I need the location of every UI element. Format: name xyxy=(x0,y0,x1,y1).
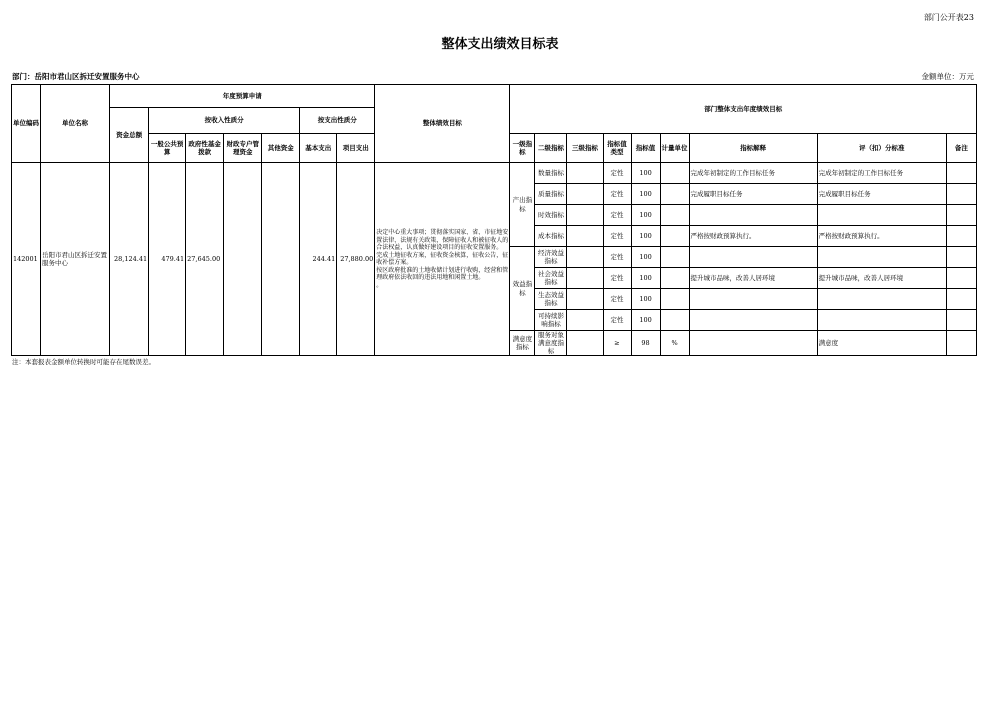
scoring-cell xyxy=(817,310,946,331)
remark-cell xyxy=(946,247,976,268)
scoring-cell xyxy=(817,289,946,310)
measure-unit-cell xyxy=(660,184,689,205)
indicator-l2-cell: 服务对象满意度指标 xyxy=(535,331,567,356)
indicator-l2-cell: 时效指标 xyxy=(535,205,567,226)
header-meas-unit: 计量单位 xyxy=(660,134,689,163)
value-cell: 100 xyxy=(631,310,660,331)
value-cell: 100 xyxy=(631,226,660,247)
header-scoring: 评（扣）分标准 xyxy=(817,134,946,163)
general-budget-cell: 479.41 xyxy=(149,163,186,356)
header-gov-fund: 政府性基金拨款 xyxy=(186,134,224,163)
explain-cell xyxy=(689,289,817,310)
measure-unit-cell xyxy=(660,268,689,289)
indicator-l3-cell xyxy=(567,184,603,205)
other-fund-cell xyxy=(262,163,300,356)
form-tag: 部门公开表23 xyxy=(923,13,974,22)
gov-fund-cell: 27,645.00 xyxy=(186,163,224,356)
explain-cell: 严格按财政预算执行。 xyxy=(689,226,817,247)
explain-cell: 完成履职目标任务 xyxy=(689,184,817,205)
value-type-cell: ≥ xyxy=(603,331,631,356)
header-ind-l3: 三级指标 xyxy=(567,134,603,163)
indicator-l2-cell: 社会效益指标 xyxy=(535,268,567,289)
overall-goal-text: 决定中心重大事项；贯彻落实国家、省、市征地安置法律、法规有关政策，保障征收人和被征收人的合法权益，认真做好建设项目的征收安置服务。 完成土地征收方案，征收资金核算，征收公告，征收补偿方案。 按区政府批准的土地收储计划进行收购，经营和管理政府依法收回的违法用地和闲置土地。 。 xyxy=(375,163,510,356)
header-other-fund: 其他资金 xyxy=(262,134,300,163)
value-type-cell: 定性 xyxy=(603,289,631,310)
indicator-l1-cell: 效益指标 xyxy=(510,247,535,331)
header-val: 指标值 xyxy=(631,134,660,163)
total-amount-cell: 28,124.41 xyxy=(110,163,149,356)
header-basic-exp: 基本支出 xyxy=(300,134,337,163)
unit-code-cell: 142001 xyxy=(12,163,41,356)
scoring-cell xyxy=(817,205,946,226)
indicator-l2-cell: 成本指标 xyxy=(535,226,567,247)
value-type-cell: 定性 xyxy=(603,205,631,226)
measure-unit-cell xyxy=(660,226,689,247)
remark-cell xyxy=(946,226,976,247)
indicator-l3-cell xyxy=(567,226,603,247)
value-type-cell: 定性 xyxy=(603,247,631,268)
explain-cell xyxy=(689,247,817,268)
scoring-cell: 提升城市品味，改善人居环境 xyxy=(817,268,946,289)
header-project-exp: 项目支出 xyxy=(337,134,375,163)
value-cell: 100 xyxy=(631,289,660,310)
header-by-income: 按收入性质分 xyxy=(149,108,300,134)
header-val-type: 指标值类型 xyxy=(603,134,631,163)
indicator-l2-cell: 数量指标 xyxy=(535,163,567,184)
value-cell: 100 xyxy=(631,184,660,205)
indicator-l3-cell xyxy=(567,247,603,268)
basic-exp-cell: 244.41 xyxy=(300,163,337,356)
indicator-l1-cell: 产出指标 xyxy=(510,163,535,247)
remark-cell xyxy=(946,184,976,205)
scoring-cell: 严格按财政预算执行。 xyxy=(817,226,946,247)
value-type-cell: 定性 xyxy=(603,184,631,205)
header-remark: 备注 xyxy=(946,134,976,163)
special-fund-cell xyxy=(224,163,262,356)
indicator-l3-cell xyxy=(567,268,603,289)
value-type-cell: 定性 xyxy=(603,163,631,184)
value-type-cell: 定性 xyxy=(603,226,631,247)
table-row xyxy=(12,163,977,184)
header-by-expense: 按支出性质分 xyxy=(300,108,375,134)
header-special-fund: 财政专户管理资金 xyxy=(224,134,262,163)
indicator-l3-cell xyxy=(567,163,603,184)
explain-cell: 提升城市品味，改善人居环境 xyxy=(689,268,817,289)
header-total: 资金总额 xyxy=(110,108,149,163)
value-type-cell: 定性 xyxy=(603,268,631,289)
explain-cell xyxy=(689,331,817,356)
value-type-cell: 定性 xyxy=(603,310,631,331)
remark-cell xyxy=(946,310,976,331)
page-title: 整体支出绩效目标表 xyxy=(441,37,559,52)
header-unit-code: 单位编码 xyxy=(12,85,41,163)
remark-cell xyxy=(946,289,976,310)
scoring-cell: 完成履职目标任务 xyxy=(817,184,946,205)
unit-name-cell: 岳阳市君山区拆迁安置服务中心 xyxy=(41,163,110,356)
remark-cell xyxy=(946,205,976,226)
performance-goal-table xyxy=(11,84,977,356)
indicator-l3-cell xyxy=(567,331,603,356)
amount-unit-label: 金额单位：万元 xyxy=(921,72,974,81)
value-cell: 100 xyxy=(631,163,660,184)
header-annual-budget: 年度预算申请 xyxy=(110,85,375,108)
scoring-cell: 完成年初制定的工作目标任务 xyxy=(817,163,946,184)
value-cell: 100 xyxy=(631,247,660,268)
department-label: 部门：岳阳市君山区拆迁安置服务中心 xyxy=(12,72,140,81)
header-general-budget: 一般公共预算 xyxy=(149,134,186,163)
header-unit-name: 单位名称 xyxy=(41,85,110,163)
header-ind-l1: 一级指标 xyxy=(510,134,535,163)
value-cell: 98 xyxy=(631,331,660,356)
header-ind-l2: 二级指标 xyxy=(535,134,567,163)
value-cell: 100 xyxy=(631,268,660,289)
measure-unit-cell xyxy=(660,205,689,226)
scoring-cell: 满意度 xyxy=(817,331,946,356)
measure-unit-cell xyxy=(660,163,689,184)
measure-unit-cell xyxy=(660,289,689,310)
remark-cell xyxy=(946,331,976,356)
explain-cell xyxy=(689,310,817,331)
explain-cell: 完成年初制定的工作目标任务 xyxy=(689,163,817,184)
indicator-l1-cell: 满意度指标 xyxy=(510,331,535,356)
indicator-l2-cell: 生态效益指标 xyxy=(535,289,567,310)
indicator-l2-cell: 可持续影响指标 xyxy=(535,310,567,331)
measure-unit-cell: % xyxy=(660,331,689,356)
remark-cell xyxy=(946,163,976,184)
header-explain: 指标解释 xyxy=(689,134,817,163)
project-exp-cell: 27,880.00 xyxy=(337,163,375,356)
indicator-l3-cell xyxy=(567,205,603,226)
measure-unit-cell xyxy=(660,310,689,331)
indicator-l3-cell xyxy=(567,310,603,331)
measure-unit-cell xyxy=(660,247,689,268)
explain-cell xyxy=(689,205,817,226)
indicator-l2-cell: 经济效益指标 xyxy=(535,247,567,268)
value-cell: 100 xyxy=(631,205,660,226)
header-dept-goals: 部门整体支出年度绩效目标 xyxy=(510,85,977,134)
header-overall-goal: 整体绩效目标 xyxy=(375,85,510,163)
indicator-l2-cell: 质量指标 xyxy=(535,184,567,205)
remark-cell xyxy=(946,268,976,289)
indicator-l3-cell xyxy=(567,289,603,310)
scoring-cell xyxy=(817,247,946,268)
footnote: 注：本套报表金额单位转换时可能存在尾数误差。 xyxy=(12,358,155,366)
